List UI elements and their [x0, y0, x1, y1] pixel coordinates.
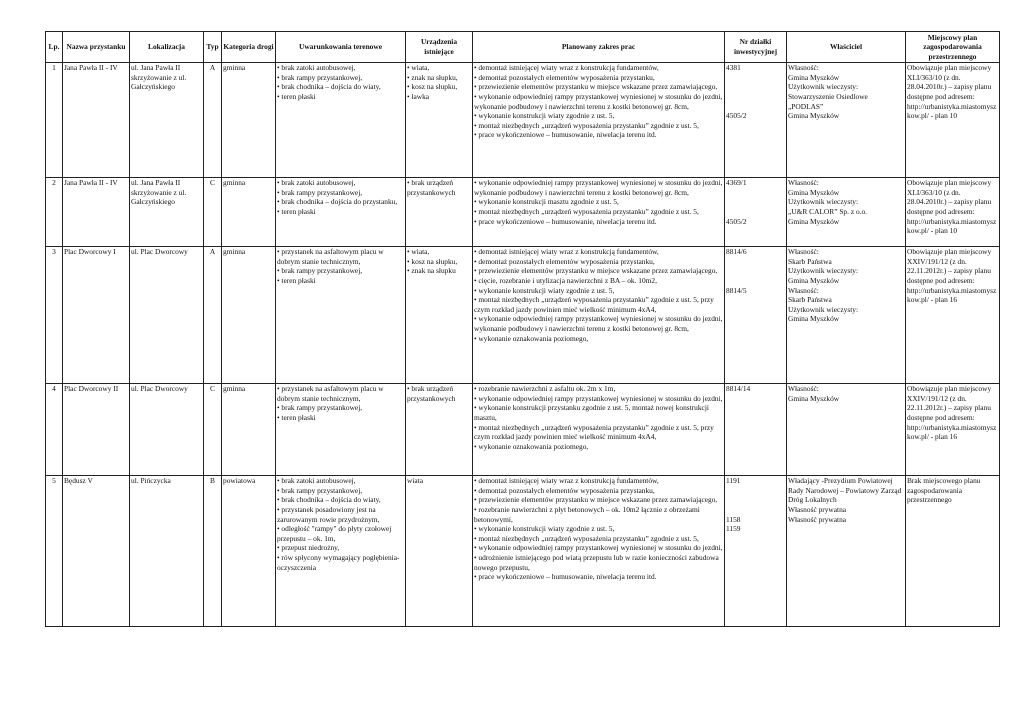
- cell-plot: 8814/6 8814/5: [725, 247, 787, 384]
- cell-type: C: [204, 178, 222, 247]
- header-terrain: Uwarunkowania terenowe: [276, 32, 406, 63]
- header-name: Nazwa przystanku: [63, 32, 130, 63]
- header-lp: Lp.: [46, 32, 63, 63]
- cell-category: gminna: [222, 247, 276, 384]
- cell-owner: Własność: Gmina Myszków Użytkownik wieczysty: Stowarzyszenie Osiedlowe „PODLAS” Gmina Myszków: [787, 63, 906, 178]
- cell-plan: Obowiązuje plan miejscowy XLI/363/10 (z dn. 28.04.2010r.) – zapisy planu dostępne pod adresem: http://urbanistyka.miastomyszkow.pl/ - plan 10: [906, 63, 1000, 178]
- cell-location: ul. Plac Dworcowy: [130, 247, 204, 384]
- cell-type: A: [204, 63, 222, 178]
- header-planned: Planowany zakres prac: [473, 32, 725, 63]
- cell-devices: • wiata, • znak na słupku, • kosz na słupku, • ławka: [406, 63, 473, 178]
- cell-type: B: [204, 476, 222, 627]
- cell-plan: Obowiązuje plan miejscowy XLI/363/10 (z dn. 28.04.2010r.) – zapisy planu dostępne pod adresem: http://urbanistyka.miastomyszkow.pl/ - plan 10: [906, 178, 1000, 247]
- cell-lp: 2: [46, 178, 63, 247]
- cell-category: gminna: [222, 384, 276, 476]
- table-row: [46, 63, 1000, 178]
- cell-lp: 5: [46, 476, 63, 627]
- cell-planned: • wykonanie odpowiedniej rampy przystankowej wyniesionej w stosunku do jezdni, wykonanie podbudowy i nawierzchni terenu z kostki betonowej gr. 8cm, • wykonanie konstrukcji masztu zgodnie z ust. 5, • montaż niezbędnych „urządzeń wyposażenia przystanku” zgodnie z ust. 5, • prace wykończeniowe – humusowanie, niwelacja terenu itd.: [473, 178, 725, 247]
- cell-devices: wiata: [406, 476, 473, 627]
- cell-category: powiatowa: [222, 476, 276, 627]
- cell-type: C: [204, 384, 222, 476]
- header-category: Kategoria drogi: [222, 32, 276, 63]
- cell-devices: • wiata, • kosz na słupku, • znak na słupku: [406, 247, 473, 384]
- table-row: [46, 178, 1000, 247]
- cell-name: Plac Dworcowy I: [63, 247, 130, 384]
- cell-lp: 4: [46, 384, 63, 476]
- cell-type: A: [204, 247, 222, 384]
- cell-name: Jana Pawła II - IV: [63, 178, 130, 247]
- cell-plot: 4369/1 4505/2: [725, 178, 787, 247]
- cell-planned: • demontaż istniejącej wiaty wraz z konstrukcją fundamentów, • demontaż pozostałych elementów wyposażenia przystanku, • przewiezienie elementów przystanku w miejsce wskazane przez zamawiającego, • wykonanie odpowiedniej rampy przystankowej wyniesionej w stosunku do jezdni, wykonanie podbudowy i nawierzchni terenu z kostki betonowej gr. 8cm, • wykonanie konstrukcji wiaty zgodnie z ust. 5, • montaż niezbędnych „urządzeń wyposażenia przystanku” zgodnie z ust. 5, • prace wykończeniowe – humusowanie, niwelacja terenu itd.: [473, 63, 725, 178]
- header-row: [46, 32, 1000, 63]
- header-type: Typ: [204, 32, 222, 63]
- cell-plan: Brak miejscowego planu zagospodarowania przestrzennego: [906, 476, 1000, 627]
- cell-devices: • brak urządzeń przystankowych: [406, 384, 473, 476]
- bus-stops-table: [45, 31, 1000, 627]
- cell-location: ul. Jana Pawła II skrzyżowanie z ul. Gałczyńskiego: [130, 178, 204, 247]
- cell-owner: Własność: Gmina Myszków Użytkownik wieczysty: „U&R CALOR” Sp. z o.o. Gmina Myszków: [787, 178, 906, 247]
- cell-devices: • brak urządzeń przystankowych: [406, 178, 473, 247]
- cell-lp: 3: [46, 247, 63, 384]
- cell-name: Jana Pawła II - IV: [63, 63, 130, 178]
- cell-location: ul. Plac Dworcowy: [130, 384, 204, 476]
- cell-plot: 4381 4505/2: [725, 63, 787, 178]
- document-sheet: [45, 31, 999, 627]
- cell-name: Plac Dworcowy II: [63, 384, 130, 476]
- cell-terrain: • brak zatoki autobusowej, • brak rampy przystankowej, • brak chodnika – dojścia do przystanku, • teren płaski: [276, 178, 406, 247]
- cell-owner: Własność: Gmina Myszków: [787, 384, 906, 476]
- cell-category: gminna: [222, 63, 276, 178]
- cell-category: gminna: [222, 178, 276, 247]
- cell-plot: 8814/14: [725, 384, 787, 476]
- header-location: Lokalizacja: [130, 32, 204, 63]
- cell-plot: 1191 1158 1159: [725, 476, 787, 627]
- cell-planned: • rozebranie nawierzchni z asfaltu ok. 2m x 1m, • wykonanie odpowiedniej rampy przystankowej wyniesionej w stosunku do jezdni, • wykonanie konstrukcji przystanku zgodnie z ust. 5, montaż nowej konstrukcji masztu, • montaż niezbędnych „urządzeń wyposażenia przystanku” zgodnie z ust. 5, przy czym rozkład jazdy powinien mieć wielkość minimum 4xA4, • wykonanie oznakowania poziomego,: [473, 384, 725, 476]
- table-row: [46, 384, 1000, 476]
- cell-location: ul. Pińczycka: [130, 476, 204, 627]
- header-plan: Miejscowy plan zagospodarowania przestrzennego: [906, 32, 1000, 63]
- cell-owner: Władający -Prezydium Powiatowej Rady Narodowej – Powiatowy Zarząd Dróg Lokalnych Własność prywatna Własność prywatna: [787, 476, 906, 627]
- table-row: [46, 247, 1000, 384]
- cell-name: Będusz V: [63, 476, 130, 627]
- cell-terrain: • brak zatoki autobusowej, • brak rampy przystankowej, • brak chodnika – dojścia do wiaty, • teren płaski: [276, 63, 406, 178]
- header-owner: Właściciel: [787, 32, 906, 63]
- header-plot: Nr działki inwestycyjnej: [725, 32, 787, 63]
- cell-location: ul. Jana Pawła II skrzyżowanie z ul. Gałczyńskiego: [130, 63, 204, 178]
- cell-planned: • demontaż istniejącej wiaty wraz z konstrukcją fundamentów, • demontaż pozostałych elementów wyposażenia przystanku, • przewiezienie elementów przystanku w miejsce wskazane przez zamawiającego, • rozebranie nawierzchni z płyt betonowych – ok. 10m2 łącznie z obrzeżami betonowymi, • wykonanie konstrukcji wiaty zgodnie z ust. 5, • montaż niezbędnych „urządzeń wyposażenia przystanku” zgodnie z ust. 5, • wykonanie odpowiedniej rampy przystankowej wyniesionej w stosunku do jezdni, • udrożnienie istniejącego pod wiatą przepustu lub w razie konieczności zabudowa nowego przepustu, • prace wykończeniowe – humusowanie, niwelacja terenu itd.: [473, 476, 725, 627]
- cell-plan: Obowiązuje plan miejscowy XXIV/191/12 (z dn. 22.11.2012r.) – zapisy planu dostępne pod adresem: http://urbanistyka.miastomyszkow.pl/ - plan 16: [906, 384, 1000, 476]
- cell-terrain: • brak zatoki autobusowej, • brak rampy przystankowej, • brak chodnika – dojścia do wiaty, • przystanek posadowiony jest na zarurowanym rowie przydrożnym, • odległość "rampy" do płyty czołowej przepustu – ok. 1m, • przepust niedrożny, • rów spłycony wymagający pogłębienia-oczyszczenia: [276, 476, 406, 627]
- cell-plan: Obowiązuje plan miejscowy XXIV/191/12 (z dn. 22.11.2012r.) – zapisy planu dostępne pod adresem: http://urbanistyka.miastomyszkow.pl/ - plan 16: [906, 247, 1000, 384]
- cell-owner: Własność: Skarb Państwa Użytkownik wieczysty: Gmina Myszków Własność: Skarb Państwa Użytkownik wieczysty: Gmina Myszków: [787, 247, 906, 384]
- header-devices: Urządzenia istniejące: [406, 32, 473, 63]
- table-row: [46, 476, 1000, 627]
- cell-terrain: • przystanek na asfaltowym placu w dobrym stanie technicznym, • brak rampy przystankowej, • teren płaski: [276, 384, 406, 476]
- cell-planned: • demontaż istniejącej wiaty wraz z konstrukcją fundamentów, • demontaż pozostałych elementów wyposażenia przystanku, • przewiezienie elementów przystanku w miejsce wskazane przez zamawiającego, • cięcie, rozebranie i utylizacja nawierzchni z BA – ok. 10m2, • wykonanie konstrukcji wiaty zgodnie z ust. 5, • montaż niezbędnych „urządzeń wyposażenia przystanku” zgodnie z ust. 5, przy czym rozkład jazdy powinien mieć wielkość minimum 4xA4, • wykonanie odpowiedniej rampy przystankowej wyniesionej w stosunku do jezdni, wykonanie podbudowy i nawierzchni terenu z kostki betonowej gr. 8cm, • wykonanie oznakowania poziomego,: [473, 247, 725, 384]
- cell-lp: 1: [46, 63, 63, 178]
- cell-terrain: • przystanek na asfaltowym placu w dobrym stanie technicznym, • brak rampy przystankowej, • teren płaski: [276, 247, 406, 384]
